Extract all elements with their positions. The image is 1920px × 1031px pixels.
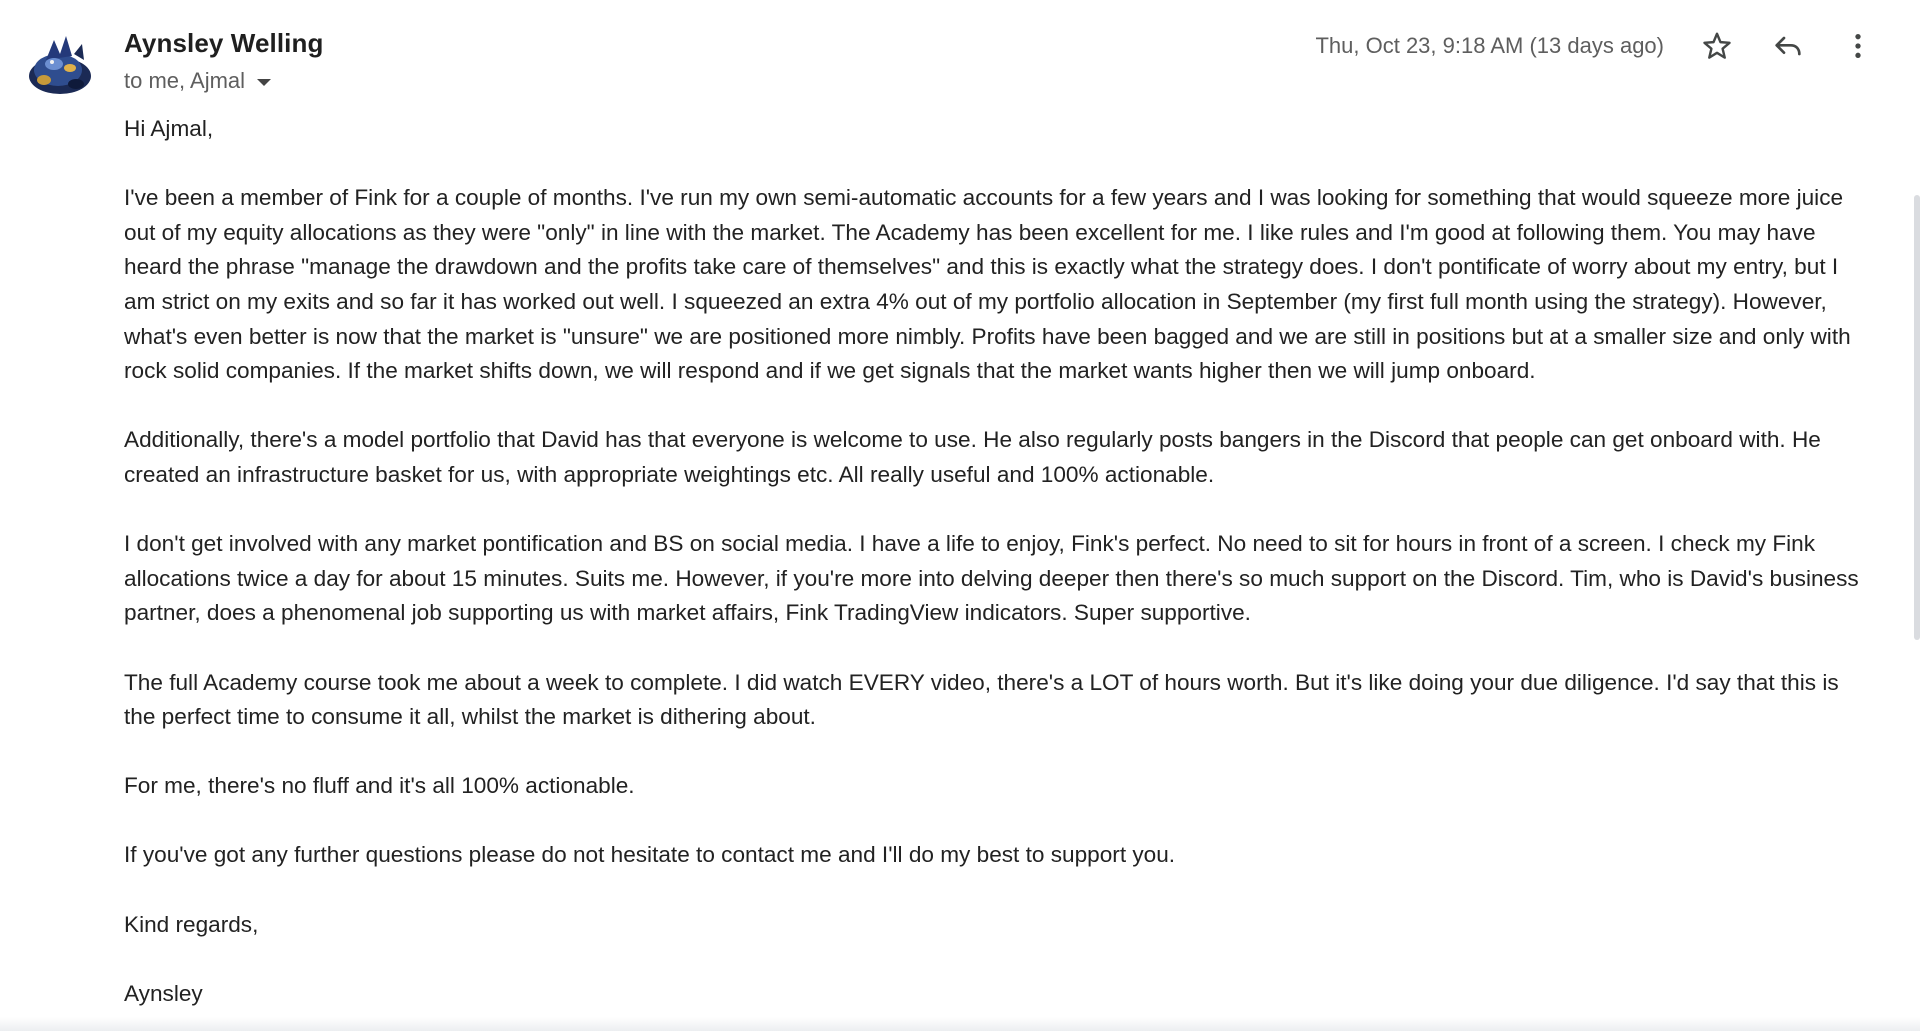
email-paragraph: I don't get involved with any market pontification and BS on social media. I have a life to enjoy, Fink's perfect. No need to sit for hours in front of a screen. I check my Fink allocations twice a day for about 15 minutes. Suits me. However, if you're more into delving deeper then there's so much support on the Discord. Tim, who is David's business partner, does a phenomenal job supporting us with market affairs, Fink TradingView indicators. Super supportive.	[124, 531, 1859, 626]
star-button[interactable]	[1697, 26, 1737, 66]
chevron-down-icon[interactable]	[257, 79, 271, 86]
scrollbar-thumb[interactable]	[1914, 195, 1920, 640]
bottom-divider	[0, 1017, 1920, 1031]
sender-name: Aynsley Welling	[124, 28, 324, 58]
email-closing: Kind regards,	[124, 911, 259, 937]
recipients-label: to me, Ajmal	[124, 68, 246, 93]
more-vert-icon	[1842, 30, 1874, 62]
email-paragraph: I've been a member of Fink for a couple of months. I've run my own semi-automatic accounts for a few years and I was looking for something that would squeeze more juice out of my equity allocations as they were "only" in line with the market. The Academy has been excellent for me. I like rules and I'm good at following them. You may have heard the phrase "manage the drawdown and the profits take care of themselves" and this is exactly what the strategy does. I don't pontificate of worry about my entry, but I am strict on my exits and so far it has worked out well. I squeezed an extra 4% out of my portfolio allocation in September (my first full month using the strategy). However, what's even better is now that the market is "unsure" we are positioned more nimbly. Profits have been bagged and we are still in positions but at a smaller size and only with rock solid companies. If the market shifts down, we will respond and if we get signals that the market wants higher then we will jump onboard.	[124, 185, 1851, 384]
sender-avatar[interactable]	[24, 30, 96, 100]
email-paragraph: The full Academy course took me about a week to complete. I did watch EVERY video, there's a LOT of hours worth. But it's like doing your due diligence. I'd say that this is the perfect time to consume it all, whilst the market is dithering about.	[124, 669, 1839, 730]
reply-button[interactable]	[1768, 26, 1808, 66]
email-paragraph: If you've got any further questions please do not hesitate to contact me and I'll do my best to support you.	[124, 842, 1176, 868]
reply-icon	[1772, 30, 1804, 62]
email-paragraph: Additionally, there's a model portfolio that David has that everyone is welcome to use. He also regularly posts bangers in the Discord that people can get onboard with. He created an infrastructure basket for us, with appropriate weightings etc. All really useful and 100% actionable.	[124, 427, 1821, 487]
email-timestamp: Thu, Oct 23, 9:18 AM (13 days ago)	[1315, 33, 1664, 58]
email-signature: Aynsley	[124, 980, 203, 1006]
avatar-image	[24, 30, 96, 100]
email-greeting: Hi Ajmal,	[124, 116, 214, 141]
star-icon	[1701, 30, 1733, 62]
more-options-button[interactable]	[1838, 26, 1878, 66]
recipients-dropdown[interactable]	[124, 68, 271, 94]
email-body	[124, 112, 1864, 1031]
email-paragraph: For me, there's no fluff and it's all 100% actionable.	[124, 773, 635, 799]
